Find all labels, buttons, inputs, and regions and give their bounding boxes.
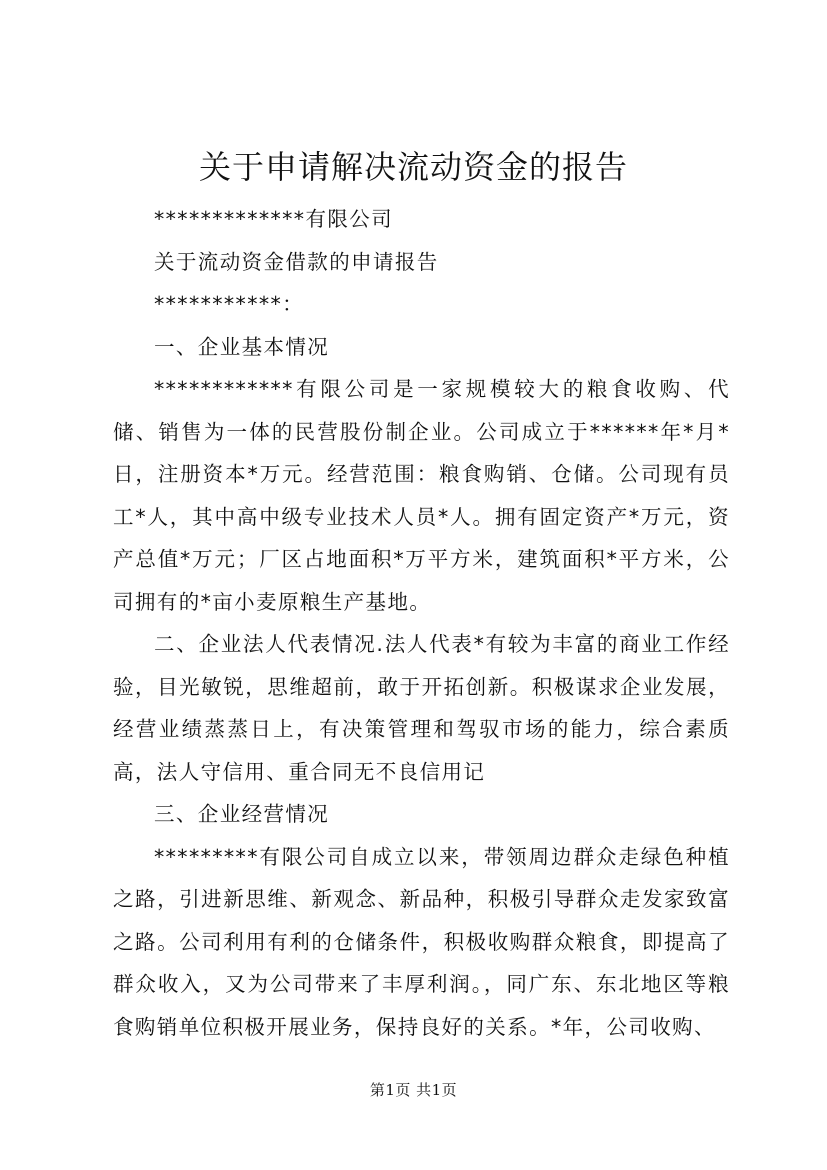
report-subtitle: 关于流动资金借款的申请报告: [154, 249, 439, 274]
paragraph-legal-representative: 二、企业法人代表情况.法人代表*有较为丰富的商业工作经验，目光敏锐，思维超前，敢于开拓创新。积极谋求企业发展，经营业绩蒸蒸日上，有决策管理和驾驭市场的能力，综合素质高，法人守信用、重合同无不良信用记: [113, 632, 730, 784]
document-title: 关于申请解决流动资金的报告: [198, 148, 628, 186]
section-heading-3: 三、企业经营情况: [154, 802, 330, 826]
page-footer: 第1页 共1页: [369, 1081, 458, 1099]
salutation: ***********：: [154, 292, 305, 316]
company-name-line: *************有限公司: [154, 207, 394, 231]
paragraph-operations: *********有限公司自成立以来，带领周边群众走绿色种植之路，引进新思维、新观念、新品种，积极引导群众走发家致富之路。公司利用有利的仓储条件，积极收购群众粮食，即提高了群众收入，又为公司带来了丰厚利润。，同广东、东北地区等粮食购销单位积极开展业务，保持良好的关系。*年，公司收购、: [113, 844, 730, 1039]
document-body: [113, 198, 730, 1048]
section-heading-1: 一、企业基本情况: [154, 334, 330, 359]
paragraph-company-overview: ************有限公司是一家规模较大的粮食收购、代储、销售为一体的民营股份制企业。公司成立于******年*月*日，注册资本*万元。经营范围：粮食购销、仓储。公司现有员工*人，其中高中级专业技术人员*人。拥有固定资产*万元，资产总值*万元；厂区占地面积*万平方米，建筑面积*平方米，公司拥有的*亩小麦原粮生产基地。: [113, 377, 730, 614]
